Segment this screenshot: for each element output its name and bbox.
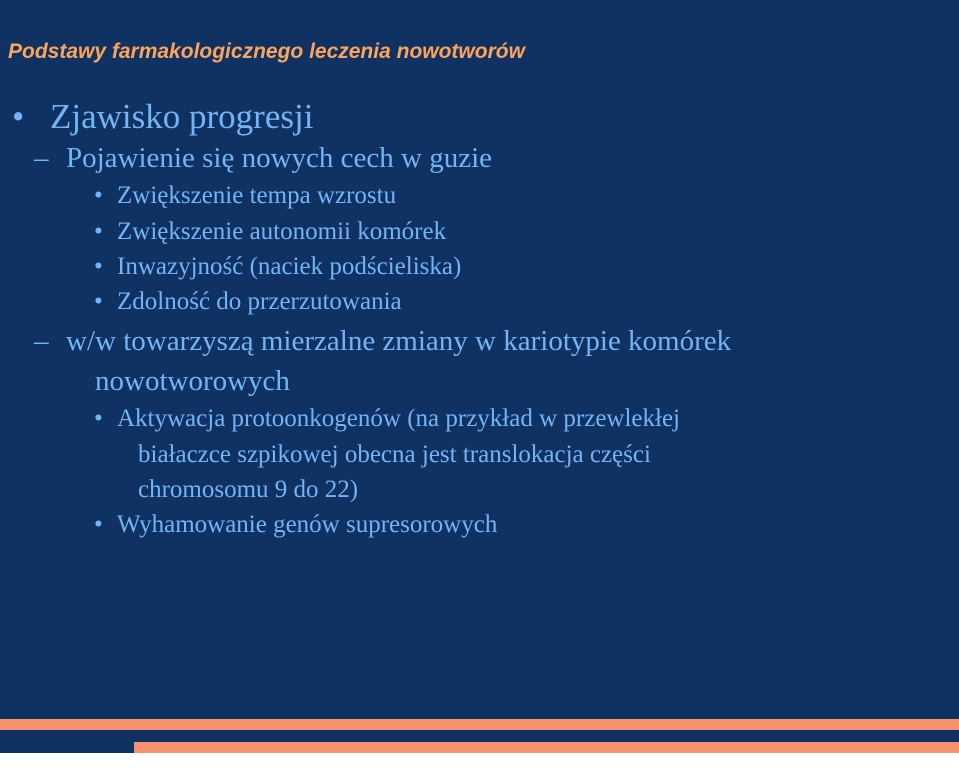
section2-heading-line1: w/w towarzyszą mierzalne zmiany w kariotypie komórek	[66, 325, 732, 357]
list-item: Inwazyjność (naciek podścieliska)	[117, 253, 462, 280]
list-item: Wyhamowanie genów supresorowych	[117, 511, 498, 538]
list-item: Zwiększenie autonomii komórek	[117, 218, 447, 245]
section2-heading-line2: nowotworowych	[95, 365, 290, 397]
bullet-icon: •	[94, 218, 103, 245]
bullet-icon: •	[94, 511, 103, 538]
list-item: Zdolność do przerzutowania	[117, 288, 402, 315]
bullet-icon: •	[12, 97, 25, 136]
bullet-icon: •	[94, 182, 103, 209]
list-item: Zwiększenie tempa wzrostu	[117, 182, 397, 209]
topic-heading: Zjawisko progresji	[50, 97, 314, 136]
list-item-line1: Aktywacja protoonkogenów (na przykład w przewlekłej	[117, 405, 681, 432]
list-item-line2: białaczce szpikowej obecna jest translokacja części	[138, 441, 651, 468]
bullet-icon: •	[94, 288, 103, 315]
bullet-icon: •	[94, 405, 103, 432]
slide-header-title: Podstawy farmakologicznego leczenia nowotworów	[8, 40, 525, 63]
footer-margin	[0, 753, 959, 771]
list-item-line3: chromosomu 9 do 22)	[138, 476, 359, 503]
bullet-icon: •	[94, 253, 103, 280]
footer-accent-bar-top	[0, 719, 959, 730]
dash-icon: –	[34, 325, 49, 357]
dash-icon: –	[34, 142, 49, 174]
footer-accent-bar-bottom	[134, 742, 959, 753]
section1-heading: Pojawienie się nowych cech w guzie	[66, 142, 492, 174]
